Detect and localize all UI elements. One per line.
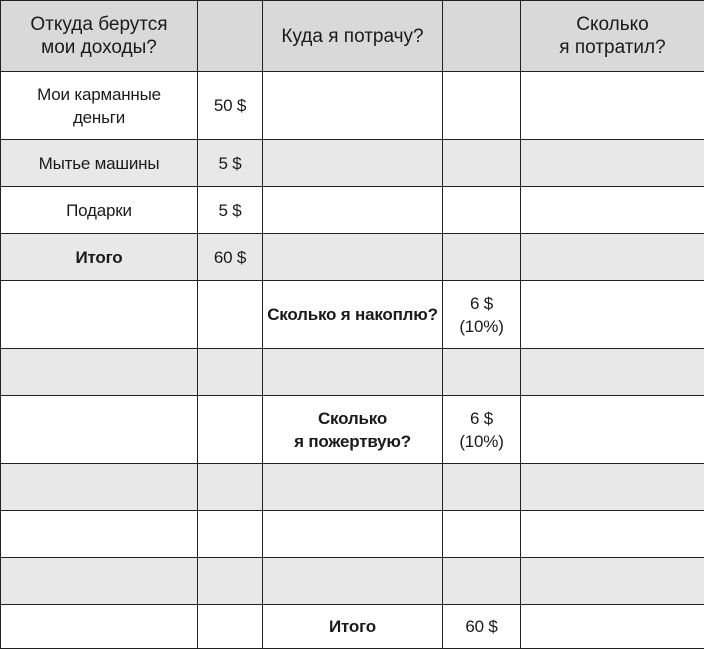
- income-amount-pocket-money: 50 $: [198, 72, 263, 140]
- spent-cell[interactable]: [521, 464, 704, 511]
- spent-cell[interactable]: [521, 234, 704, 281]
- spent-cell[interactable]: [521, 511, 704, 558]
- income-cell[interactable]: [1, 605, 198, 649]
- income-cell[interactable]: [1, 396, 198, 464]
- spent-cell[interactable]: [521, 140, 704, 187]
- spend-amount-cell[interactable]: [443, 187, 521, 234]
- income-cell[interactable]: [1, 511, 198, 558]
- spend-amount-cell[interactable]: [443, 234, 521, 281]
- spent-cell[interactable]: [521, 349, 704, 396]
- table-row: [1, 396, 704, 464]
- header-row: [1, 1, 704, 72]
- header-spend-where: Куда я потрачу?: [263, 1, 443, 72]
- income-cell[interactable]: [1, 558, 198, 605]
- spend-cell[interactable]: [263, 234, 443, 281]
- table-row: [1, 187, 704, 234]
- savings-amount: 6 $ (10%): [443, 281, 521, 349]
- spend-amount-cell[interactable]: [443, 558, 521, 605]
- income-total-label: Итого: [1, 234, 198, 281]
- table-row: [1, 281, 704, 349]
- spent-cell[interactable]: [521, 72, 704, 140]
- income-cell[interactable]: [1, 349, 198, 396]
- table-row: [1, 140, 704, 187]
- header-income-source: Откуда берутся мои доходы?: [1, 1, 198, 72]
- spent-cell[interactable]: [521, 396, 704, 464]
- income-amount-cell[interactable]: [198, 605, 263, 649]
- income-total-amount: 60 $: [198, 234, 263, 281]
- table-row: [1, 558, 704, 605]
- savings-label: Сколько я накоплю?: [263, 281, 443, 349]
- income-amount-gifts: 5 $: [198, 187, 263, 234]
- income-amount-cell[interactable]: [198, 558, 263, 605]
- spend-amount-cell[interactable]: [443, 511, 521, 558]
- spent-cell[interactable]: [521, 605, 704, 649]
- income-label-car-wash: Мытье машины: [1, 140, 198, 187]
- table-row: [1, 605, 704, 649]
- donation-label: Сколько я пожертвую?: [263, 396, 443, 464]
- table-row: [1, 72, 704, 140]
- spend-amount-cell[interactable]: [443, 72, 521, 140]
- spent-cell[interactable]: [521, 281, 704, 349]
- header-spend-amount: [443, 1, 521, 72]
- spend-cell[interactable]: [263, 140, 443, 187]
- income-label-gifts: Подарки: [1, 187, 198, 234]
- income-amount-car-wash: 5 $: [198, 140, 263, 187]
- spend-cell[interactable]: [263, 464, 443, 511]
- income-cell[interactable]: [1, 281, 198, 349]
- spend-cell[interactable]: [263, 349, 443, 396]
- income-cell[interactable]: [1, 464, 198, 511]
- spent-cell[interactable]: [521, 187, 704, 234]
- spend-total-label: Итого: [263, 605, 443, 649]
- header-income-amount: [198, 1, 263, 72]
- spend-cell[interactable]: [263, 187, 443, 234]
- spend-cell[interactable]: [263, 558, 443, 605]
- income-amount-cell[interactable]: [198, 464, 263, 511]
- income-amount-cell[interactable]: [198, 281, 263, 349]
- spend-cell[interactable]: [263, 511, 443, 558]
- spent-cell[interactable]: [521, 558, 704, 605]
- income-amount-cell[interactable]: [198, 349, 263, 396]
- spend-amount-cell[interactable]: [443, 464, 521, 511]
- donation-amount: 6 $ (10%): [443, 396, 521, 464]
- income-amount-cell[interactable]: [198, 511, 263, 558]
- header-spent-amount: Сколько я потратил?: [521, 1, 704, 72]
- spend-amount-cell[interactable]: [443, 140, 521, 187]
- table-row: [1, 234, 704, 281]
- income-label-pocket-money: Мои карманные деньги: [1, 72, 198, 140]
- table-row: [1, 464, 704, 511]
- income-amount-cell[interactable]: [198, 396, 263, 464]
- table-row: [1, 349, 704, 396]
- spend-cell[interactable]: [263, 72, 443, 140]
- spend-total-amount: 60 $: [443, 605, 521, 649]
- table-row: [1, 511, 704, 558]
- spend-amount-cell[interactable]: [443, 349, 521, 396]
